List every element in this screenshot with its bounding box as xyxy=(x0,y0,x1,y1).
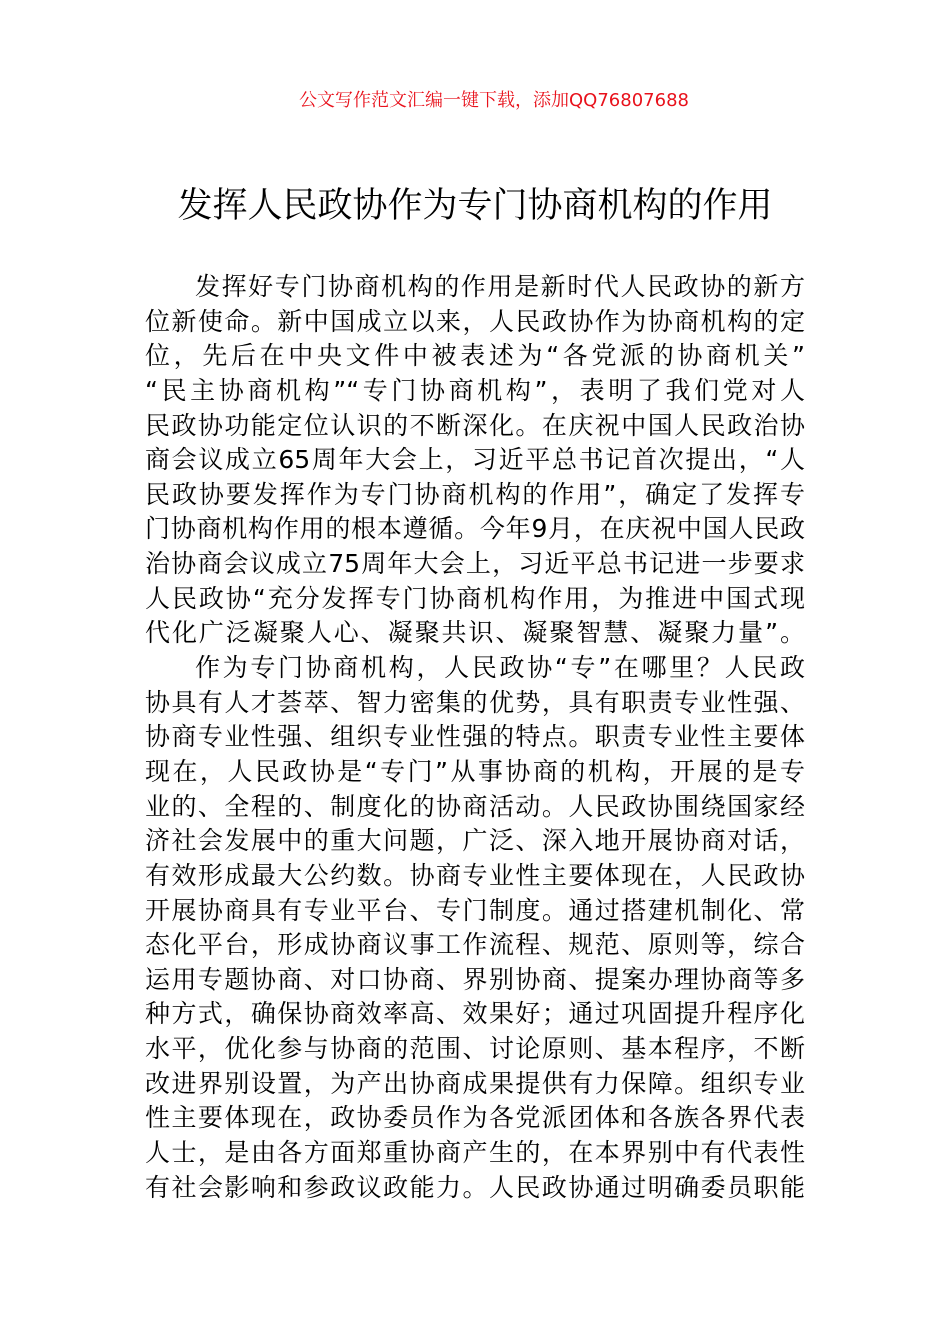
paragraph-1-line: 门协商机构作用的根本遵循。今年9月，在庆祝中国人民政 xyxy=(145,514,805,544)
paragraph-1-line: 人民政协“充分发挥专门协商机构作用，为推进中国式现 xyxy=(145,583,805,613)
paragraph-1-line: 位，先后在中央文件中被表述为“各党派的协商机关” xyxy=(145,341,805,371)
paragraph-1-line: 商会议成立65周年大会上，习近平总书记首次提出，“人 xyxy=(145,445,805,475)
paragraph-2-line: 运用专题协商、对口协商、界别协商、提案办理协商等多 xyxy=(145,964,805,994)
paragraph-1-line: 治协商会议成立75周年大会上，习近平总书记进一步要求 xyxy=(145,549,805,579)
paragraph-2-line: 济社会发展中的重大问题，广泛、深入地开展协商对话， xyxy=(145,826,805,856)
paragraph-2-line: 改进界别设置，为产出协商成果提供有力保障。组织专业 xyxy=(145,1068,805,1098)
paragraph-2-line: 有效形成最大公约数。协商专业性主要体现在，人民政协 xyxy=(145,860,805,890)
paragraph-2-line: 有社会影响和参政议政能力。人民政协通过明确委员职能 xyxy=(145,1172,805,1202)
paragraph-2-line: 现在，人民政协是“专门”从事协商的机构，开展的是专 xyxy=(145,756,805,786)
paragraph-2-line: 协具有人才荟萃、智力密集的优势，具有职责专业性强、 xyxy=(145,687,805,717)
paragraph-2-line: 协商专业性强、组织专业性强的特点。职责专业性主要体 xyxy=(145,722,805,752)
paragraph-2-line: 人士，是由各方面郑重协商产生的，在本界别中有代表性 xyxy=(145,1138,805,1168)
paragraph-2-line: 业的、全程的、制度化的协商活动。人民政协围绕国家经 xyxy=(145,791,805,821)
paragraph-2-line: 态化平台，形成协商议事工作流程、规范、原则等，综合 xyxy=(145,930,805,960)
paragraph-1-line: 代化广泛凝聚人心、凝聚共识、凝聚智慧、凝聚力量”。 xyxy=(145,618,805,648)
paragraph-2-line: 开展协商具有专业平台、专门制度。通过搭建机制化、常 xyxy=(145,895,805,925)
paragraph-1-line: 发挥好专门协商机构的作用是新时代人民政协的新方 xyxy=(195,272,805,301)
paragraph-2-line: 水平，优化参与协商的范围、讨论原则、基本程序，不断 xyxy=(145,1034,805,1064)
paragraph-1-line: 民政协功能定位认识的不断深化。在庆祝中国人民政治协 xyxy=(145,410,805,440)
document-title: 发挥人民政协作为专门协商机构的作用 xyxy=(177,186,773,226)
paragraph-1-line: 位新使命。新中国成立以来，人民政协作为协商机构的定 xyxy=(145,306,805,336)
paragraph-1-line: “民主协商机构”“专门协商机构”，表明了我们党对人 xyxy=(145,375,805,405)
paragraph-2-line: 性主要体现在，政协委员作为各党派团体和各族各界代表 xyxy=(145,1103,805,1133)
paragraph-2-line: 作为专门协商机构，人民政协“专”在哪里？人民政 xyxy=(195,653,805,683)
document-body xyxy=(145,270,805,1205)
paragraph-1-line: 民政协要发挥作为专门协商机构的作用”，确定了发挥专 xyxy=(145,479,805,509)
download-banner: 公文写作范文汇编一键下载，添加QQ76807688 xyxy=(299,90,689,111)
paragraph-2-line: 种方式，确保协商效率高、效果好；通过巩固提升程序化 xyxy=(145,999,805,1029)
